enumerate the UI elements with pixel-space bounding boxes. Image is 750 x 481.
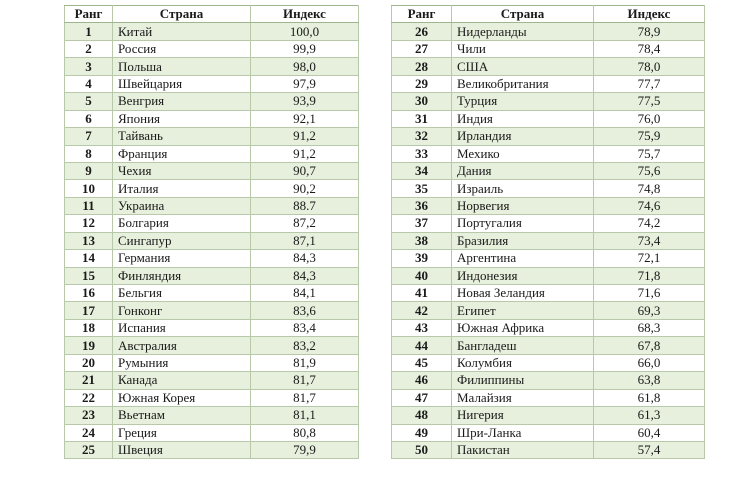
rank-cell: 34 (392, 162, 452, 179)
table-row (65, 407, 359, 424)
country-cell: Германия (113, 250, 251, 267)
table-row (392, 197, 705, 214)
country-cell: Филиппины (452, 372, 594, 389)
country-cell: Греция (113, 424, 251, 441)
rank-cell: 13 (65, 232, 113, 249)
index-cell: 77,7 (594, 75, 705, 92)
rank-cell: 9 (65, 162, 113, 179)
rank-cell: 42 (392, 302, 452, 319)
table-row (65, 58, 359, 75)
country-cell: Колумбия (452, 354, 594, 371)
country-cell: Сингапур (113, 232, 251, 249)
table-row (65, 145, 359, 162)
country-cell: Израиль (452, 180, 594, 197)
header-index: Индекс (594, 6, 705, 23)
table-row (65, 215, 359, 232)
country-cell: Болгария (113, 215, 251, 232)
header-row (65, 6, 359, 23)
table-row (65, 23, 359, 40)
rank-cell: 2 (65, 40, 113, 57)
index-cell: 88.7 (251, 197, 359, 214)
index-cell: 97,9 (251, 75, 359, 92)
table-row (65, 162, 359, 179)
index-cell: 74,8 (594, 180, 705, 197)
country-cell: Аргентина (452, 250, 594, 267)
index-cell: 100,0 (251, 23, 359, 40)
country-cell: Франция (113, 145, 251, 162)
index-cell: 87,2 (251, 215, 359, 232)
rank-cell: 29 (392, 75, 452, 92)
table-row (65, 267, 359, 284)
index-cell: 83,4 (251, 319, 359, 336)
table-row (65, 389, 359, 406)
rank-cell: 20 (65, 354, 113, 371)
index-cell: 74,6 (594, 197, 705, 214)
index-cell: 60,4 (594, 424, 705, 441)
header-rank: Ранг (65, 6, 113, 23)
table-row (65, 424, 359, 441)
index-cell: 75,7 (594, 145, 705, 162)
rank-cell: 1 (65, 23, 113, 40)
table-row (65, 441, 359, 458)
index-cell: 91,2 (251, 128, 359, 145)
table-row (392, 75, 705, 92)
rank-cell: 22 (65, 389, 113, 406)
country-cell: Великобритания (452, 75, 594, 92)
index-cell: 66,0 (594, 354, 705, 371)
country-cell: Россия (113, 40, 251, 57)
index-cell: 71,8 (594, 267, 705, 284)
country-cell: Индонезия (452, 267, 594, 284)
country-cell: Канада (113, 372, 251, 389)
rank-cell: 31 (392, 110, 452, 127)
country-cell: Япония (113, 110, 251, 127)
country-cell: Австралия (113, 337, 251, 354)
index-cell: 75,6 (594, 162, 705, 179)
rank-cell: 48 (392, 407, 452, 424)
table-row (65, 93, 359, 110)
rank-cell: 3 (65, 58, 113, 75)
table-row (65, 232, 359, 249)
ranking-table-left (64, 5, 359, 459)
country-cell: Украина (113, 197, 251, 214)
index-cell: 80,8 (251, 424, 359, 441)
country-cell: Египет (452, 302, 594, 319)
country-cell: Южная Корея (113, 389, 251, 406)
table-row (392, 58, 705, 75)
index-cell: 90,2 (251, 180, 359, 197)
header-rank: Ранг (392, 6, 452, 23)
index-cell: 63,8 (594, 372, 705, 389)
rank-cell: 37 (392, 215, 452, 232)
table-row (392, 319, 705, 336)
country-cell: Португалия (452, 215, 594, 232)
header-country: Страна (113, 6, 251, 23)
rank-cell: 10 (65, 180, 113, 197)
country-cell: Вьетнам (113, 407, 251, 424)
country-cell: Мехико (452, 145, 594, 162)
index-cell: 76,0 (594, 110, 705, 127)
rank-cell: 14 (65, 250, 113, 267)
rank-cell: 18 (65, 319, 113, 336)
index-cell: 87,1 (251, 232, 359, 249)
rank-cell: 15 (65, 267, 113, 284)
rank-cell: 19 (65, 337, 113, 354)
table-row (65, 250, 359, 267)
index-cell: 99,9 (251, 40, 359, 57)
rank-cell: 44 (392, 337, 452, 354)
country-cell: Швеция (113, 441, 251, 458)
index-cell: 67,8 (594, 337, 705, 354)
table-row (65, 285, 359, 302)
country-cell: Венгрия (113, 93, 251, 110)
country-cell: Румыния (113, 354, 251, 371)
index-cell: 61,3 (594, 407, 705, 424)
country-cell: Чили (452, 40, 594, 57)
country-cell: Нигерия (452, 407, 594, 424)
rank-cell: 21 (65, 372, 113, 389)
index-cell: 83,6 (251, 302, 359, 319)
table-row (392, 337, 705, 354)
rank-cell: 6 (65, 110, 113, 127)
rank-cell: 16 (65, 285, 113, 302)
table-row (65, 128, 359, 145)
rank-cell: 35 (392, 180, 452, 197)
index-cell: 84,1 (251, 285, 359, 302)
country-cell: Бразилия (452, 232, 594, 249)
country-cell: Швейцария (113, 75, 251, 92)
country-cell: Пакистан (452, 441, 594, 458)
table-row (392, 302, 705, 319)
rank-cell: 25 (65, 441, 113, 458)
table-row (392, 93, 705, 110)
index-cell: 77,5 (594, 93, 705, 110)
table-row (65, 197, 359, 214)
table-row (392, 110, 705, 127)
rank-cell: 12 (65, 215, 113, 232)
table-row (65, 180, 359, 197)
table-row (65, 40, 359, 57)
index-cell: 93,9 (251, 93, 359, 110)
index-cell: 75,9 (594, 128, 705, 145)
table-row (65, 319, 359, 336)
rank-cell: 23 (65, 407, 113, 424)
rank-cell: 45 (392, 354, 452, 371)
rank-cell: 43 (392, 319, 452, 336)
country-cell: Чехия (113, 162, 251, 179)
country-cell: Индия (452, 110, 594, 127)
index-cell: 90,7 (251, 162, 359, 179)
index-cell: 57,4 (594, 441, 705, 458)
country-cell: Польша (113, 58, 251, 75)
table-row (65, 110, 359, 127)
country-cell: Финляндия (113, 267, 251, 284)
rank-cell: 40 (392, 267, 452, 284)
country-cell: Малайзия (452, 389, 594, 406)
rank-cell: 11 (65, 197, 113, 214)
rank-cell: 46 (392, 372, 452, 389)
country-cell: США (452, 58, 594, 75)
rank-cell: 17 (65, 302, 113, 319)
index-cell: 84,3 (251, 250, 359, 267)
index-cell: 71,6 (594, 285, 705, 302)
country-cell: Дания (452, 162, 594, 179)
table-row (392, 441, 705, 458)
country-cell: Китай (113, 23, 251, 40)
country-cell: Турция (452, 93, 594, 110)
table-row (392, 285, 705, 302)
table-row (392, 128, 705, 145)
rank-cell: 5 (65, 93, 113, 110)
rank-cell: 41 (392, 285, 452, 302)
country-cell: Новая Зеландия (452, 285, 594, 302)
index-cell: 78,0 (594, 58, 705, 75)
table-row (65, 75, 359, 92)
rank-cell: 8 (65, 145, 113, 162)
header-country: Страна (452, 6, 594, 23)
index-cell: 72,1 (594, 250, 705, 267)
index-cell: 74,2 (594, 215, 705, 232)
country-cell: Шри-Ланка (452, 424, 594, 441)
header-index: Индекс (251, 6, 359, 23)
ranking-table-right (391, 5, 705, 459)
table-row (65, 302, 359, 319)
table-row (392, 424, 705, 441)
index-cell: 81,1 (251, 407, 359, 424)
rank-cell: 32 (392, 128, 452, 145)
rank-cell: 26 (392, 23, 452, 40)
rank-cell: 47 (392, 389, 452, 406)
country-cell: Гонконг (113, 302, 251, 319)
rank-cell: 49 (392, 424, 452, 441)
country-cell: Ирландия (452, 128, 594, 145)
index-cell: 78,9 (594, 23, 705, 40)
table-row (392, 389, 705, 406)
index-cell: 84,3 (251, 267, 359, 284)
rank-cell: 50 (392, 441, 452, 458)
rank-cell: 30 (392, 93, 452, 110)
country-cell: Испания (113, 319, 251, 336)
country-cell: Тайвань (113, 128, 251, 145)
table-row (392, 23, 705, 40)
country-cell: Италия (113, 180, 251, 197)
index-cell: 79,9 (251, 441, 359, 458)
table-row (392, 162, 705, 179)
table-row (392, 372, 705, 389)
index-cell: 81,7 (251, 372, 359, 389)
table-row (65, 354, 359, 371)
index-cell: 98,0 (251, 58, 359, 75)
table-row (392, 40, 705, 57)
table-row (392, 145, 705, 162)
index-cell: 68,3 (594, 319, 705, 336)
rank-cell: 4 (65, 75, 113, 92)
country-cell: Бангладеш (452, 337, 594, 354)
index-cell: 83,2 (251, 337, 359, 354)
country-cell: Норвегия (452, 197, 594, 214)
rank-cell: 7 (65, 128, 113, 145)
table-row (65, 372, 359, 389)
table-row (392, 267, 705, 284)
country-cell: Нидерланды (452, 23, 594, 40)
index-cell: 81,7 (251, 389, 359, 406)
index-cell: 92,1 (251, 110, 359, 127)
index-cell: 69,3 (594, 302, 705, 319)
table-row (392, 215, 705, 232)
country-cell: Бельгия (113, 285, 251, 302)
rank-cell: 38 (392, 232, 452, 249)
index-cell: 61,8 (594, 389, 705, 406)
index-cell: 73,4 (594, 232, 705, 249)
rank-cell: 39 (392, 250, 452, 267)
table-row (392, 407, 705, 424)
table-row (392, 354, 705, 371)
rank-cell: 24 (65, 424, 113, 441)
index-cell: 81,9 (251, 354, 359, 371)
rank-cell: 28 (392, 58, 452, 75)
header-row (392, 6, 705, 23)
table-row (65, 337, 359, 354)
index-cell: 78,4 (594, 40, 705, 57)
table-row (392, 232, 705, 249)
index-cell: 91,2 (251, 145, 359, 162)
table-row (392, 250, 705, 267)
rank-cell: 33 (392, 145, 452, 162)
country-cell: Южная Африка (452, 319, 594, 336)
rank-cell: 36 (392, 197, 452, 214)
rank-cell: 27 (392, 40, 452, 57)
table-row (392, 180, 705, 197)
